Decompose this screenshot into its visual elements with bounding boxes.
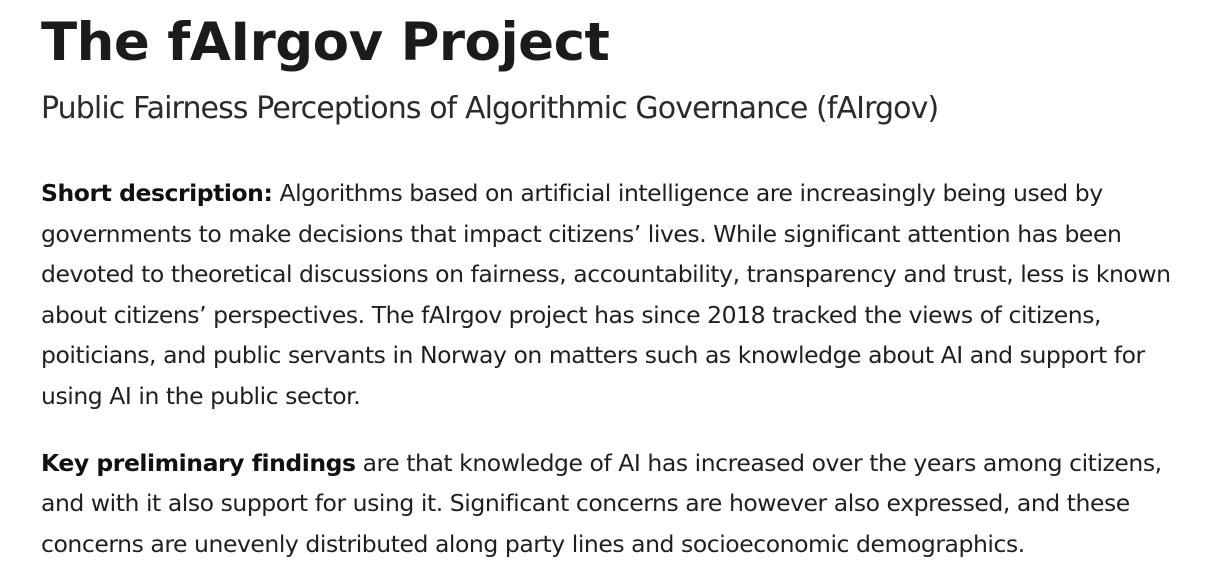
key-findings-line-3: concerns are unevenly distributed along party lines and socioeconomic demographics.	[41, 529, 1025, 558]
key-findings-line-1	[41, 443, 1214, 484]
short-description-line-5: poiticians, and public servants in Norway on matters such as knowledge about AI and support for	[41, 341, 1145, 370]
short-description-label: Short description:	[41, 179, 273, 207]
short-description-line-3: devoted to theoretical discussions on fairness, accountability, transparency and trust, less is known	[41, 260, 1171, 289]
short-description-line-6: using AI in the public sector.	[41, 381, 361, 410]
key-findings-label: Key preliminary findings	[41, 448, 356, 477]
page-title: The fAIrgov Project	[41, 12, 610, 73]
key-findings-paragraph	[41, 443, 1214, 565]
page-subtitle: Public Fairness Perceptions of Algorithmic Governance (fAIrgov)	[41, 91, 939, 126]
short-description-text: Algorithms based on artificial intelligence are increasingly being used by	[272, 179, 1103, 207]
short-description-line-1	[41, 173, 1214, 214]
short-description-line-4: about citizens’ perspectives. The fAIrgov project has since 2018 tracked the views of citizens,	[41, 300, 1102, 329]
short-description-paragraph	[41, 173, 1214, 417]
key-findings-line-2: and with it also support for using it. Significant concerns are however also expressed, and these	[41, 489, 1130, 518]
short-description-line-2: governments to make decisions that impact citizens’ lives. While significant attention has been	[41, 219, 1122, 248]
key-findings-text: are that knowledge of AI has increased over the years among citizens,	[355, 448, 1162, 477]
